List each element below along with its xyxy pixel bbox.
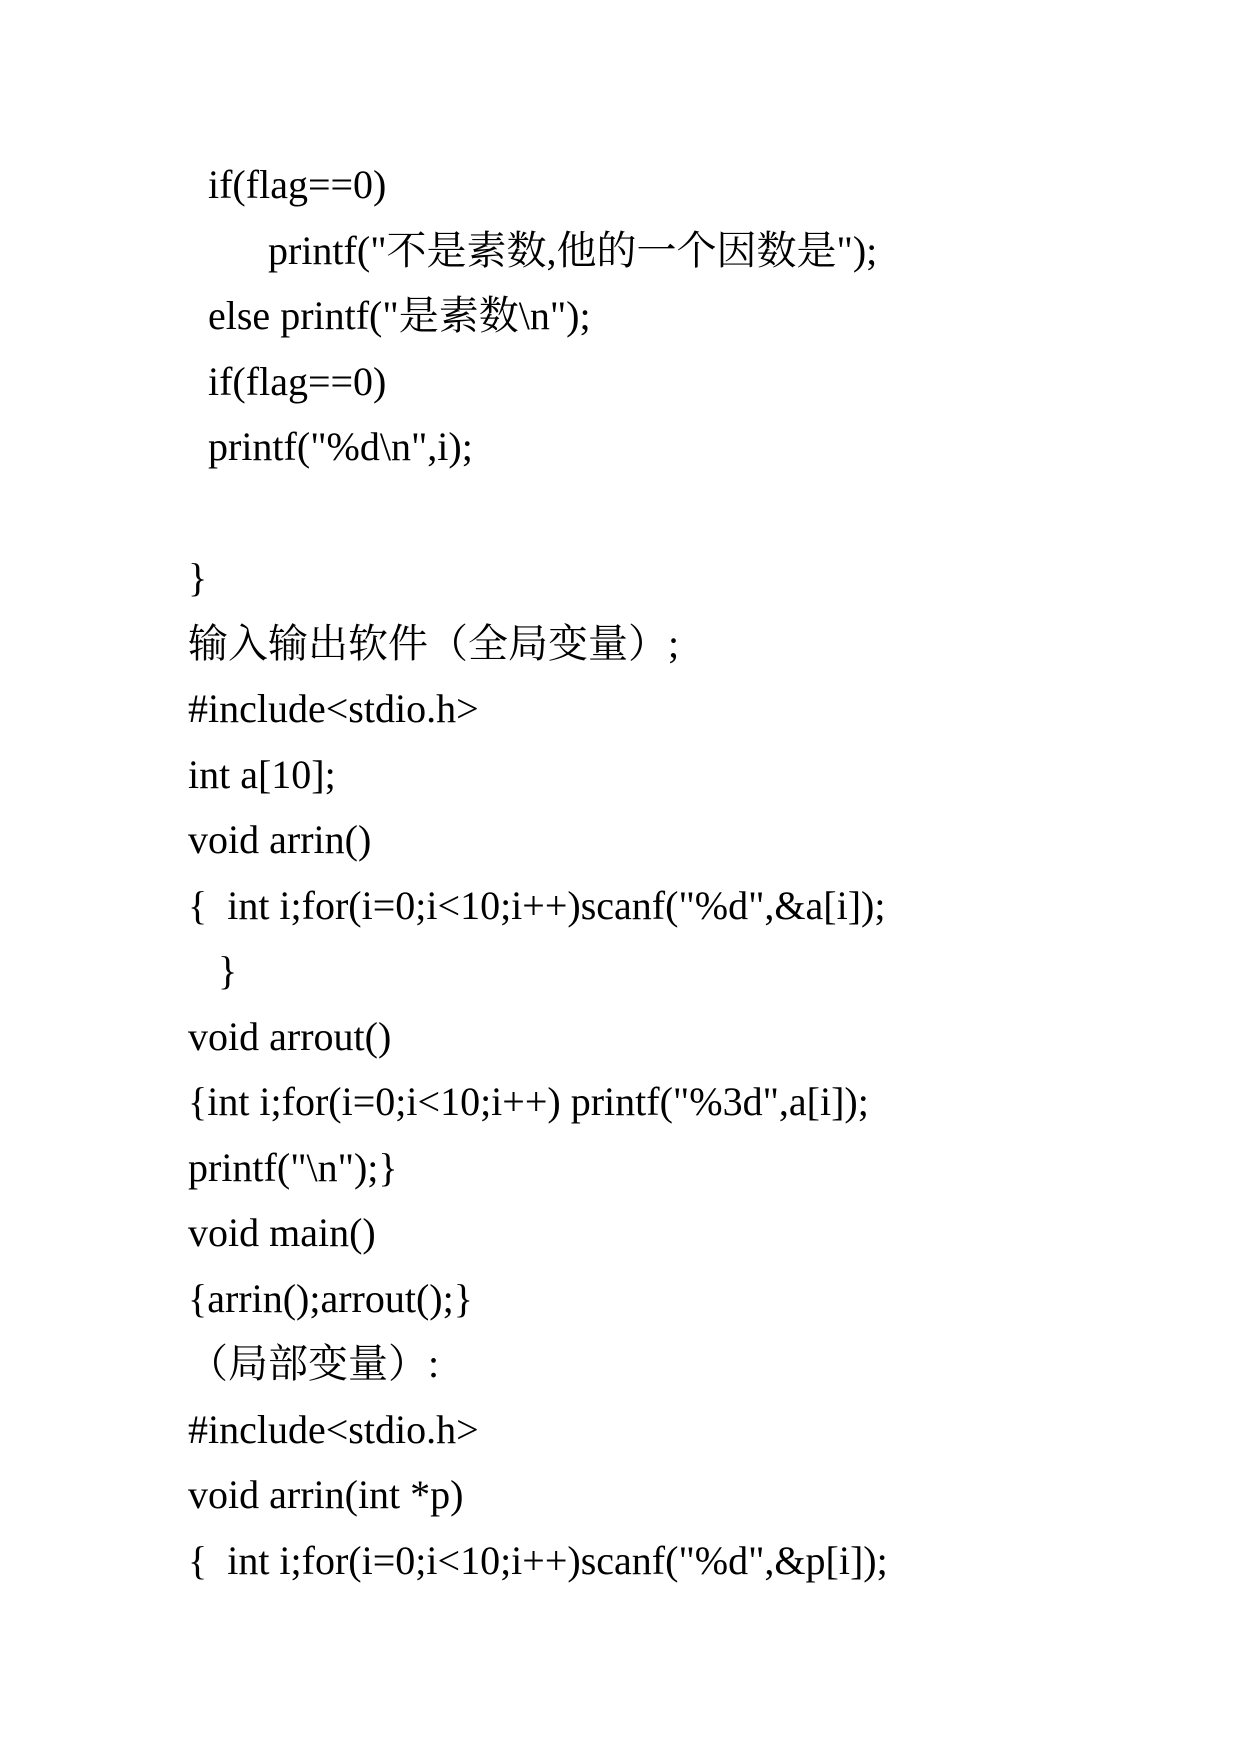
- code-line: void arrin(int *p): [188, 1472, 464, 1517]
- code-line: else printf("是素数\n");: [188, 293, 591, 338]
- code-line: void main(): [188, 1210, 376, 1255]
- code-line: printf("%d\n",i);: [188, 424, 473, 469]
- code-line: printf("不是素数,他的一个因数是");: [188, 227, 878, 273]
- code-line: #include<stdio.h>: [188, 1406, 479, 1452]
- code-line: }: [188, 555, 208, 600]
- code-listing: [188, 152, 1188, 1593]
- code-line: {int i;for(i=0;i<10;i++) printf("%3d",a[i]);: [188, 1079, 869, 1124]
- code-line: void arrout(): [188, 1013, 392, 1059]
- code-line: void arrin(): [188, 817, 372, 862]
- code-line: { int i;for(i=0;i<10;i++)scanf("%d",&a[i]);: [188, 882, 886, 928]
- blank-line: [188, 480, 1188, 546]
- code-line: if(flag==0): [188, 162, 387, 207]
- code-line: { int i;for(i=0;i<10;i++)scanf("%d",&p[i]);: [188, 1537, 888, 1583]
- code-line: int a[10];: [188, 751, 336, 797]
- code-line: #include<stdio.h>: [188, 686, 479, 731]
- code-line: {arrin();arrout();}: [188, 1275, 473, 1321]
- code-line: }: [188, 948, 238, 993]
- code-line: printf("\n");}: [188, 1144, 398, 1190]
- section-heading: （局部变量）:: [188, 1341, 440, 1386]
- section-heading: 输入输出软件（全局变量）;: [188, 620, 680, 666]
- code-line: if(flag==0): [188, 358, 387, 404]
